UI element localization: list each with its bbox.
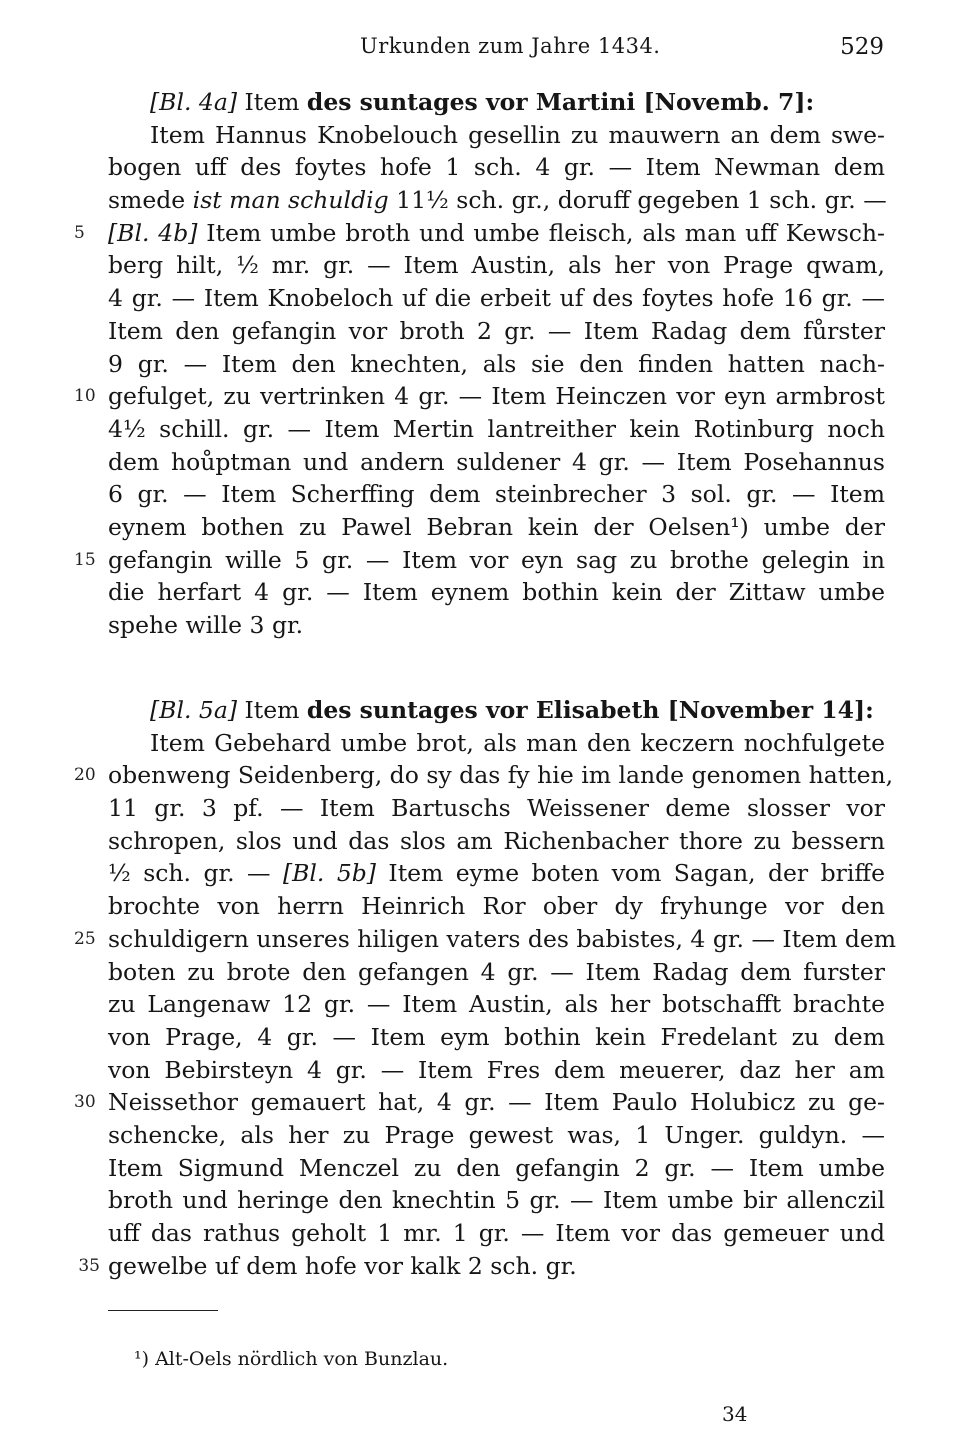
text-line (108, 478, 885, 511)
text-line (108, 857, 885, 890)
line-text: gewelbe uf dem hofe vor kalk 2 sch. gr. (108, 1251, 577, 1280)
line-text: 11 gr. 3 pf. — Item Bartuschs Weissener deme slosser vor (108, 794, 885, 823)
text-line (108, 1217, 885, 1250)
line-text: 4½ schill. gr. — Item Mertin lantreither kein Rotinburg noch (108, 414, 885, 443)
text-line (108, 315, 885, 348)
line-text: broth und heringe den knechtin 5 gr. — Item umbe bir allenczil (108, 1186, 885, 1215)
running-header (0, 34, 960, 64)
running-title: Urkunden zum Jahre 1434. (360, 34, 661, 58)
line-text: dem hoůptman und andern suldener 4 gr. — Item Posehannus (108, 447, 885, 476)
text-line (108, 956, 885, 989)
text-line (74, 923, 897, 956)
text-line (74, 1086, 885, 1119)
text-line (108, 825, 885, 858)
text-line (108, 988, 885, 1021)
line-text: von Bebirsteyn 4 gr. — Item Fres dem meuerer, daz her am (108, 1055, 885, 1084)
line-number: 25 (74, 928, 96, 949)
text-line (108, 151, 885, 184)
line-text: die herfart 4 gr. — Item eynem bothin kein der Zittaw umbe (108, 578, 885, 607)
line-text: bogen uff des foytes hofe 1 sch. 4 gr. — Item Newman dem (108, 153, 885, 182)
line-number: 30 (74, 1092, 96, 1113)
line-number: 5 (74, 222, 85, 243)
line-text: Item Hannus Knobelouch gesellin zu mauwern an dem swe- (150, 120, 885, 149)
line-text: 6 gr. — Item Scherffing dem steinbrecher 3 sol. gr. — Item (108, 480, 885, 509)
text-line (108, 694, 885, 727)
footnote-rule (108, 1310, 218, 1311)
line-text: boten zu brote den gefangen 4 gr. — Item Radag dem furster (108, 957, 885, 986)
line-text: uff das rathus geholt 1 mr. 1 gr. — Item vor das gemeuer und (108, 1219, 885, 1247)
entry-martini (74, 86, 887, 642)
text-line (108, 282, 885, 315)
text-line (74, 759, 894, 792)
text-line (108, 1021, 885, 1054)
line-text: [Bl. 4a] Item des suntages vor Martini [Novemb. 7]: (150, 88, 815, 116)
footnote: ¹) Alt-Oels nördlich von Bunzlau. (134, 1348, 449, 1370)
text-line (108, 727, 885, 760)
line-text: von Prage, 4 gr. — Item eym bothin kein Fredelant zu dem (108, 1022, 885, 1051)
text-line (108, 86, 885, 119)
line-number: 20 (74, 765, 96, 786)
signature-mark: 34 (722, 1402, 748, 1426)
line-text: eynem bothen zu Pawel Bebran kein der Oelsen¹) umbe der (108, 512, 885, 541)
text-line (108, 348, 885, 381)
line-number: 10 (74, 386, 96, 407)
line-text: [Bl. 5a] Item des suntages vor Elisabeth [November 14]: (150, 696, 874, 724)
text-line (74, 544, 885, 577)
text-line (108, 792, 885, 825)
line-text: Neissethor gemauert hat, 4 gr. — Item Paulo Holubicz zu ge- (108, 1088, 885, 1117)
text-line (108, 119, 885, 152)
text-line (108, 511, 885, 544)
text-line (108, 1152, 885, 1185)
line-text: [Bl. 4b] Item umbe broth und umbe fleisch, als man uff Kewsch- (108, 218, 886, 247)
line-number: 35 (78, 1255, 100, 1276)
line-number: 15 (74, 549, 96, 570)
text-line (108, 609, 885, 642)
line-text: brochte von herrn Heinrich Ror ober dy fryhunge vor den (108, 892, 885, 921)
text-line (108, 576, 885, 609)
line-text: ½ sch. gr. — [Bl. 5b] Item eyme boten vom Sagan, der briffe (108, 859, 885, 888)
line-text: zu Langenaw 12 gr. — Item Austin, als her botschafft brachte (108, 990, 885, 1019)
page-number: 529 (840, 34, 884, 60)
line-text: schropen, slos und das slos am Richenbacher thore zu bessern (108, 826, 885, 855)
line-text: schencke, als her zu Prage gewest was, 1 Unger. guldyn. — (108, 1120, 885, 1149)
text-line (78, 1250, 885, 1283)
text-line (74, 217, 886, 250)
line-text: gefangin wille 5 gr. — Item vor eyn sag zu brothe gelegin in (108, 545, 885, 574)
line-text: Item Gebehard umbe brot, als man den keczern nochfulgete (150, 728, 885, 757)
text-line (74, 380, 885, 413)
line-text: gefulget, zu vertrinken 4 gr. — Item Heinczen vor eyn armbrost (108, 382, 885, 411)
line-text: Item Sigmund Menczel zu den gefangin 2 gr. — Item umbe (108, 1153, 885, 1182)
line-text: berg hilt, ½ mr. gr. — Item Austin, als her von Prage qwam, (108, 251, 885, 280)
text-line (108, 1184, 885, 1217)
entry-elisabeth (74, 694, 897, 1282)
text-line (108, 249, 885, 282)
line-text: smede ist man schuldig 11½ sch. gr., doruff gegeben 1 sch. gr. — (108, 186, 887, 215)
text-line (108, 1054, 885, 1087)
line-text: spehe wille 3 gr. (108, 611, 304, 639)
text-line (108, 413, 885, 446)
line-text: 9 gr. — Item den knechten, als sie den finden hatten nach- (108, 349, 885, 378)
line-text: 4 gr. — Item Knobeloch uf die erbeit uf des foytes hofe 16 gr. — (108, 284, 885, 313)
line-text: Item den gefangin vor broth 2 gr. — Item Radag dem fůrster (108, 316, 885, 345)
line-text: obenweng Seidenberg, do sy das fy hie im lande genomen hatten, (108, 761, 894, 790)
text-line (108, 184, 885, 217)
text-line (108, 890, 885, 923)
line-text: schuldigern unseres hiligen vaters des babistes, 4 gr. — Item dem (108, 924, 897, 953)
text-line (108, 1119, 885, 1152)
text-line (108, 446, 885, 479)
